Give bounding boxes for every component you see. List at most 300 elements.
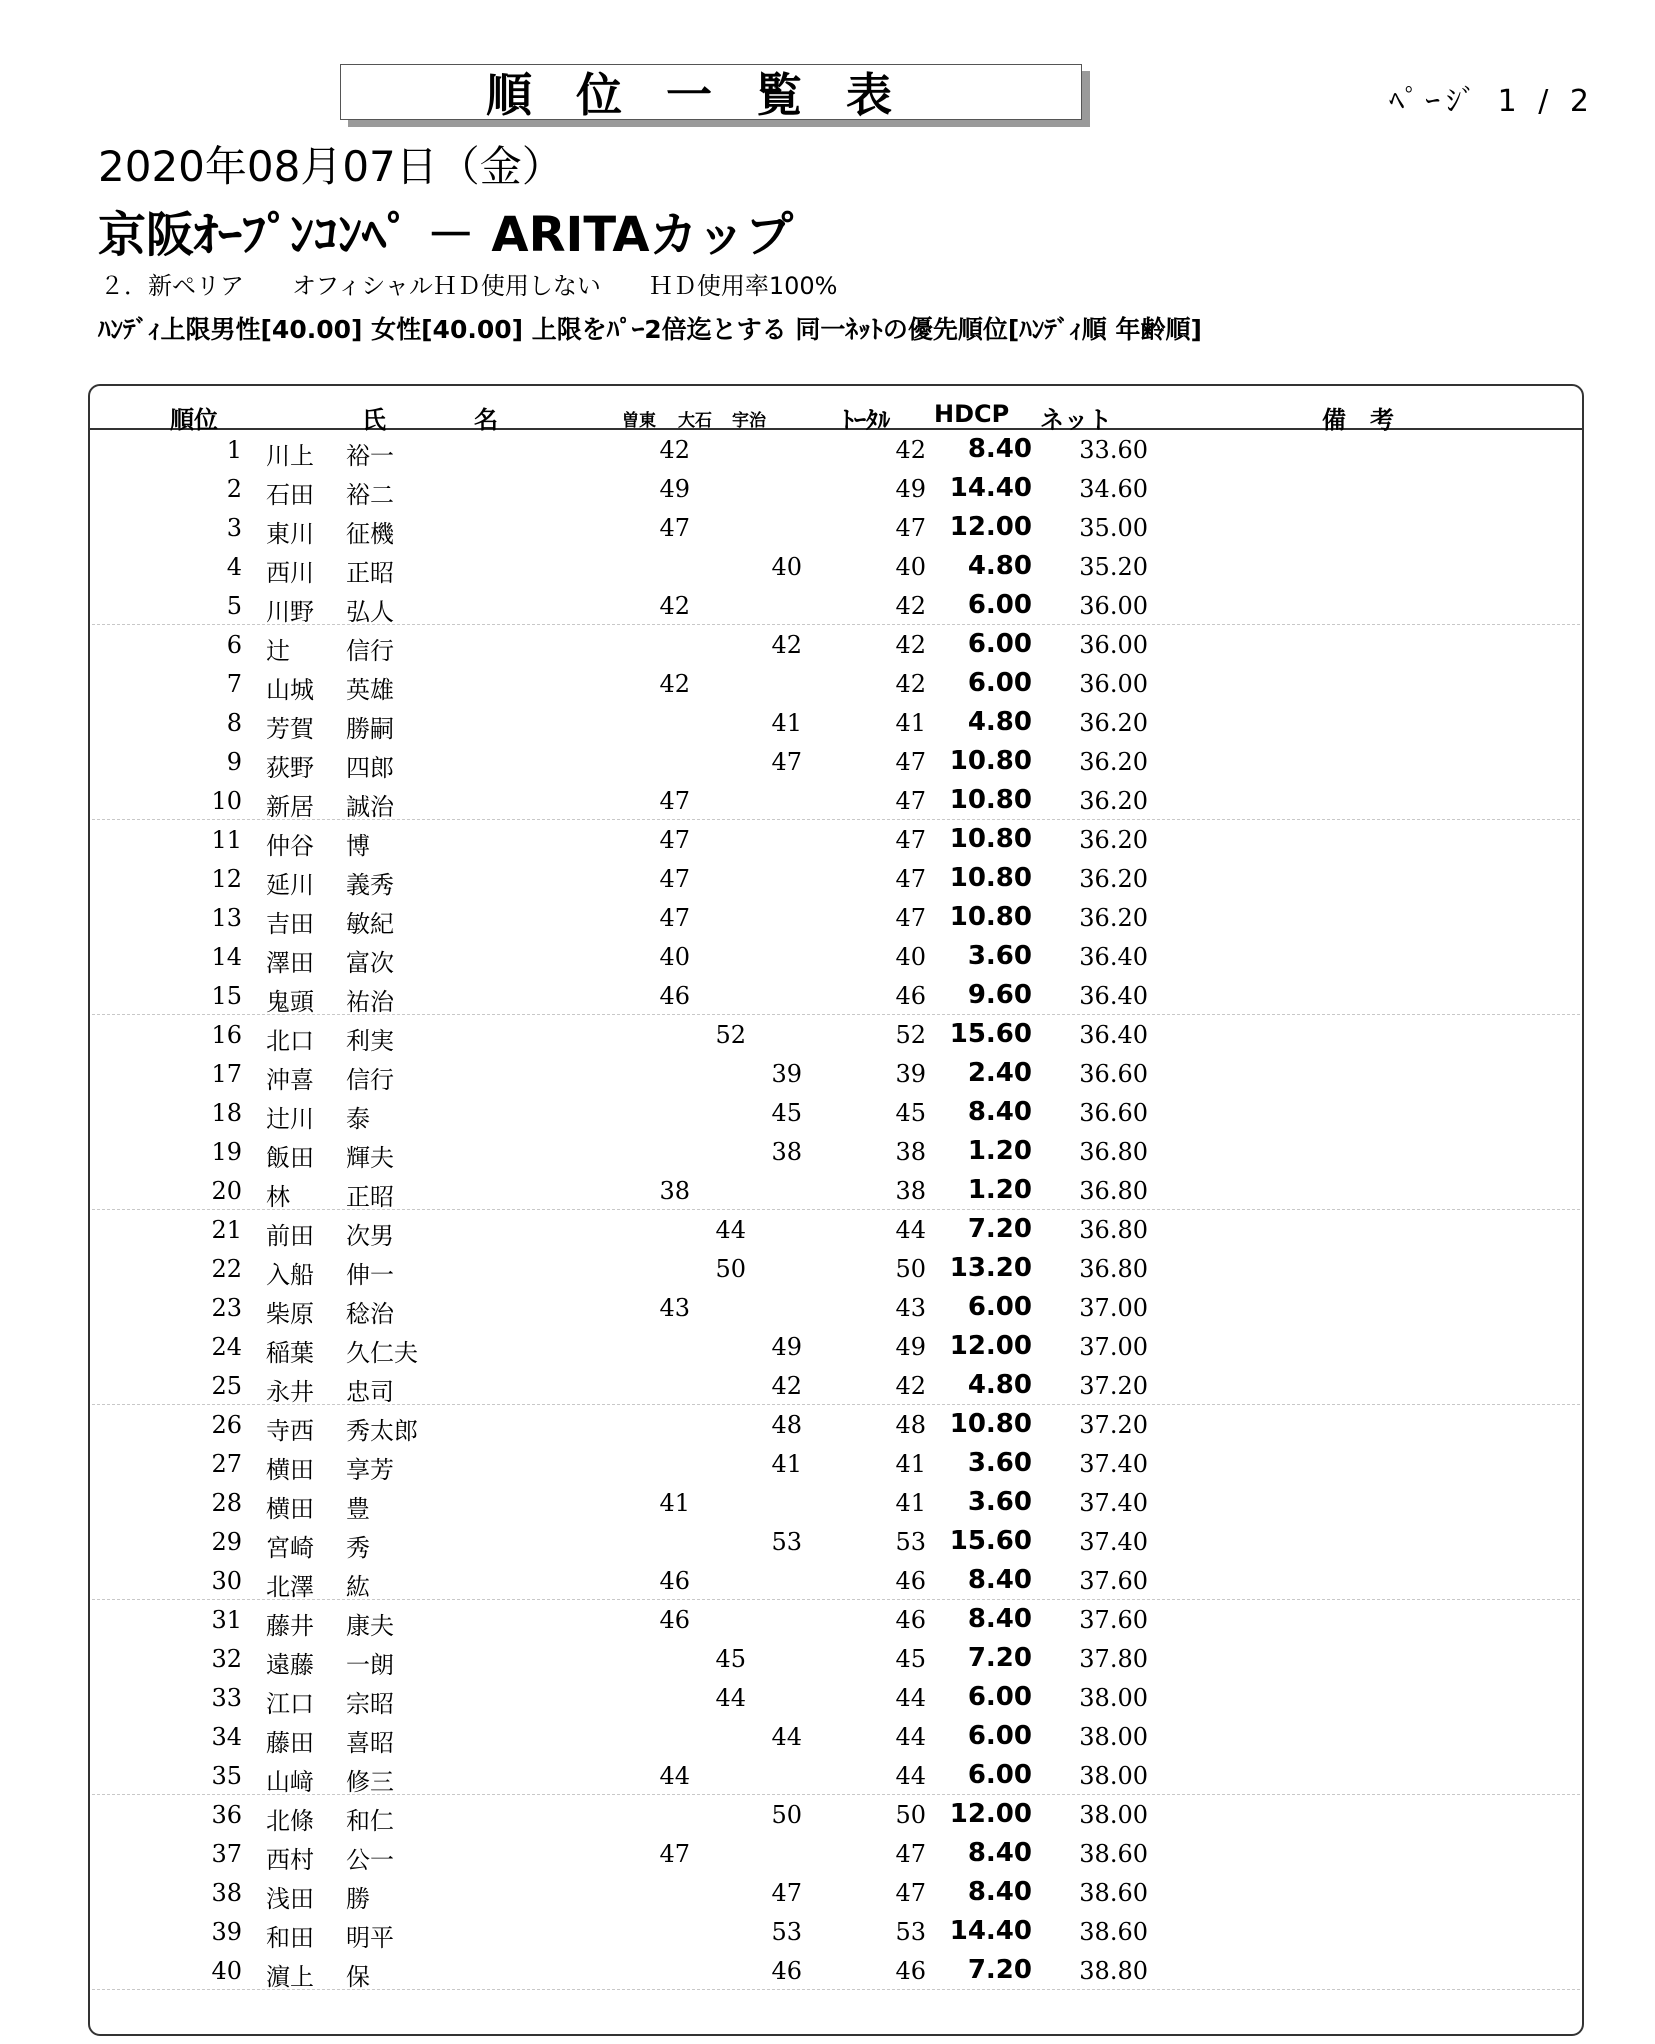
hdcp-cell: 2.40 xyxy=(967,1058,1032,1088)
surname-cell: 山﨑 xyxy=(266,1768,314,1796)
rank-cell: 14 xyxy=(211,943,242,971)
surname-cell: 濵上 xyxy=(266,1963,314,1991)
hdcp-cell: 6.00 xyxy=(967,1682,1032,1712)
course3-score-cell: 41 xyxy=(771,1450,802,1478)
rank-cell: 12 xyxy=(211,865,242,893)
col-name-a: 氏 xyxy=(362,406,386,434)
given-name-cell: 博 xyxy=(346,832,370,860)
given-name-cell: 康夫 xyxy=(346,1612,394,1640)
given-name-cell: 四郎 xyxy=(346,754,394,782)
total-cell: 45 xyxy=(895,1645,926,1673)
net-cell: 36.80 xyxy=(1079,1216,1148,1244)
table-row xyxy=(90,742,1582,781)
surname-cell: 浅田 xyxy=(266,1885,314,1913)
rank-cell: 15 xyxy=(211,982,242,1010)
rank-cell: 11 xyxy=(211,826,242,854)
total-cell: 49 xyxy=(895,475,926,503)
surname-cell: 江口 xyxy=(266,1690,314,1718)
given-name-cell: 泰 xyxy=(346,1105,370,1133)
course1-score-cell: 47 xyxy=(659,787,690,815)
course3-score-cell: 40 xyxy=(771,553,802,581)
net-cell: 36.00 xyxy=(1079,631,1148,659)
rank-cell: 4 xyxy=(226,553,242,581)
course1-score-cell: 46 xyxy=(659,1606,690,1634)
given-name-cell: 利実 xyxy=(346,1027,394,1055)
course2-score-cell: 44 xyxy=(715,1216,746,1244)
course2-score-cell: 50 xyxy=(715,1255,746,1283)
net-cell: 38.60 xyxy=(1079,1879,1148,1907)
table-row xyxy=(90,430,1582,469)
hdcp-cell: 10.80 xyxy=(949,902,1032,932)
hdcp-cell: 14.40 xyxy=(949,473,1032,503)
course3-score-cell: 47 xyxy=(771,1879,802,1907)
event-name: 京阪ｵｰﾌﾟﾝｺﾝﾍﾟ － ARITAカップ xyxy=(98,207,794,263)
net-cell: 34.60 xyxy=(1079,475,1148,503)
course1-score-cell: 43 xyxy=(659,1294,690,1322)
net-cell: 37.20 xyxy=(1079,1372,1148,1400)
surname-cell: 永井 xyxy=(266,1378,314,1406)
table-row xyxy=(90,625,1582,664)
course1-score-cell: 42 xyxy=(659,436,690,464)
hdcp-cell: 7.20 xyxy=(967,1643,1032,1673)
group-divider xyxy=(92,1989,1580,1990)
course2-score-cell: 52 xyxy=(715,1021,746,1049)
rank-cell: 31 xyxy=(211,1606,242,1634)
course1-score-cell: 44 xyxy=(659,1762,690,1790)
hdcp-cell: 9.60 xyxy=(967,980,1032,1010)
total-cell: 47 xyxy=(895,748,926,776)
surname-cell: 西村 xyxy=(266,1846,314,1874)
surname-cell: 辻 xyxy=(266,637,290,665)
total-cell: 47 xyxy=(895,1840,926,1868)
total-cell: 44 xyxy=(895,1684,926,1712)
table-row xyxy=(90,547,1582,586)
hdcp-cell: 4.80 xyxy=(967,1370,1032,1400)
course3-score-cell: 38 xyxy=(771,1138,802,1166)
surname-cell: 藤井 xyxy=(266,1612,314,1640)
given-name-cell: 保 xyxy=(346,1963,370,1991)
net-cell: 37.60 xyxy=(1079,1606,1148,1634)
table-row xyxy=(90,703,1582,742)
rank-cell: 37 xyxy=(211,1840,242,1868)
net-cell: 36.20 xyxy=(1079,826,1148,854)
rank-cell: 5 xyxy=(226,592,242,620)
net-cell: 37.40 xyxy=(1079,1489,1148,1517)
hdcp-cell: 6.00 xyxy=(967,1721,1032,1751)
table-row xyxy=(90,1756,1582,1795)
net-cell: 37.00 xyxy=(1079,1294,1148,1322)
given-name-cell: 紘 xyxy=(346,1573,370,1601)
given-name-cell: 裕二 xyxy=(346,481,394,509)
net-cell: 38.00 xyxy=(1079,1801,1148,1829)
net-cell: 36.00 xyxy=(1079,670,1148,698)
rank-cell: 18 xyxy=(211,1099,242,1127)
total-cell: 52 xyxy=(895,1021,926,1049)
total-cell: 46 xyxy=(895,1606,926,1634)
table-row xyxy=(90,1054,1582,1093)
given-name-cell: 一朗 xyxy=(346,1651,394,1679)
given-name-cell: 誠治 xyxy=(346,793,394,821)
given-name-cell: 公一 xyxy=(346,1846,394,1874)
total-cell: 41 xyxy=(895,709,926,737)
net-cell: 36.20 xyxy=(1079,748,1148,776)
net-cell: 33.60 xyxy=(1079,436,1148,464)
net-cell: 36.80 xyxy=(1079,1255,1148,1283)
rank-cell: 25 xyxy=(211,1372,242,1400)
total-cell: 53 xyxy=(895,1918,926,1946)
table-row xyxy=(90,1093,1582,1132)
col-rank: 順位 xyxy=(170,406,218,434)
net-cell: 38.80 xyxy=(1079,1957,1148,1985)
course3-score-cell: 46 xyxy=(771,1957,802,1985)
col-remarks-b: 考 xyxy=(1370,406,1394,434)
hdcp-cell: 8.40 xyxy=(967,1097,1032,1127)
course1-score-cell: 46 xyxy=(659,1567,690,1595)
total-cell: 47 xyxy=(895,514,926,542)
course3-score-cell: 44 xyxy=(771,1723,802,1751)
course1-score-cell: 46 xyxy=(659,982,690,1010)
total-cell: 48 xyxy=(895,1411,926,1439)
col-total: ﾄｰﾀﾙ xyxy=(842,406,890,434)
course1-score-cell: 47 xyxy=(659,826,690,854)
col-remarks-a: 備 xyxy=(1322,406,1346,434)
net-cell: 38.60 xyxy=(1079,1840,1148,1868)
col-hdcp: HDCP xyxy=(934,400,1010,428)
rank-cell: 33 xyxy=(211,1684,242,1712)
hdcp-cell: 12.00 xyxy=(949,1799,1032,1829)
hdcp-cell: 14.40 xyxy=(949,1916,1032,1946)
net-cell: 38.00 xyxy=(1079,1762,1148,1790)
rank-cell: 35 xyxy=(211,1762,242,1790)
table-row xyxy=(90,1561,1582,1600)
col-course2: 大石 xyxy=(678,411,712,431)
surname-cell: 北澤 xyxy=(266,1573,314,1601)
surname-cell: 飯田 xyxy=(266,1144,314,1172)
col-name-b: 名 xyxy=(474,406,498,434)
hdcp-cell: 3.60 xyxy=(967,1487,1032,1517)
hdcp-cell: 8.40 xyxy=(967,434,1032,464)
net-cell: 36.20 xyxy=(1079,787,1148,815)
course3-score-cell: 48 xyxy=(771,1411,802,1439)
net-cell: 37.00 xyxy=(1079,1333,1148,1361)
given-name-cell: 豊 xyxy=(346,1495,370,1523)
total-cell: 40 xyxy=(895,943,926,971)
hdcp-cell: 6.00 xyxy=(967,668,1032,698)
surname-cell: 和田 xyxy=(266,1924,314,1952)
course1-score-cell: 38 xyxy=(659,1177,690,1205)
total-cell: 42 xyxy=(895,1372,926,1400)
net-cell: 37.40 xyxy=(1079,1450,1148,1478)
total-cell: 40 xyxy=(895,553,926,581)
total-cell: 46 xyxy=(895,1567,926,1595)
hdcp-cell: 10.80 xyxy=(949,863,1032,893)
surname-cell: 芳賀 xyxy=(266,715,314,743)
surname-cell: 北條 xyxy=(266,1807,314,1835)
table-row xyxy=(90,1444,1582,1483)
net-cell: 37.40 xyxy=(1079,1528,1148,1556)
net-cell: 36.20 xyxy=(1079,865,1148,893)
total-cell: 50 xyxy=(895,1801,926,1829)
total-cell: 44 xyxy=(895,1216,926,1244)
surname-cell: 横田 xyxy=(266,1495,314,1523)
col-course3: 宇治 xyxy=(732,411,766,431)
rank-cell: 3 xyxy=(226,514,242,542)
total-cell: 47 xyxy=(895,787,926,815)
hdcp-cell: 6.00 xyxy=(967,590,1032,620)
course1-score-cell: 42 xyxy=(659,592,690,620)
given-name-cell: 明平 xyxy=(346,1924,394,1952)
hdcp-cell: 7.20 xyxy=(967,1214,1032,1244)
total-cell: 44 xyxy=(895,1723,926,1751)
scoring-method: ２．新ペリア オフィシャルＨＤ使用しない ＨＤ使用率100% xyxy=(100,272,838,300)
surname-cell: 西川 xyxy=(266,559,314,587)
table-row xyxy=(90,1834,1582,1873)
surname-cell: 横田 xyxy=(266,1456,314,1484)
rank-cell: 10 xyxy=(211,787,242,815)
handicap-rules: ﾊﾝﾃﾞｨ上限男性[40.00] 女性[40.00] 上限をﾊﾟｰ2倍迄とする 同一ﾈｯﾄの優先順位[ﾊﾝﾃﾞｨ順 年齢順] xyxy=(98,315,1202,344)
total-cell: 47 xyxy=(895,826,926,854)
table-row xyxy=(90,1951,1582,1990)
rank-cell: 17 xyxy=(211,1060,242,1088)
total-cell: 43 xyxy=(895,1294,926,1322)
surname-cell: 遠藤 xyxy=(266,1651,314,1679)
given-name-cell: 勝 xyxy=(346,1885,370,1913)
table-row xyxy=(90,1483,1582,1522)
rank-cell: 40 xyxy=(211,1957,242,1985)
total-cell: 41 xyxy=(895,1489,926,1517)
net-cell: 36.60 xyxy=(1079,1060,1148,1088)
course2-score-cell: 45 xyxy=(715,1645,746,1673)
surname-cell: 東川 xyxy=(266,520,314,548)
net-cell: 37.80 xyxy=(1079,1645,1148,1673)
net-cell: 36.40 xyxy=(1079,943,1148,971)
hdcp-cell: 8.40 xyxy=(967,1565,1032,1595)
net-cell: 36.00 xyxy=(1079,592,1148,620)
table-row xyxy=(90,1249,1582,1288)
rank-cell: 6 xyxy=(226,631,242,659)
rank-cell: 8 xyxy=(226,709,242,737)
course1-score-cell: 42 xyxy=(659,670,690,698)
table-row xyxy=(90,781,1582,820)
rank-cell: 23 xyxy=(211,1294,242,1322)
table-row xyxy=(90,1600,1582,1639)
surname-cell: 荻野 xyxy=(266,754,314,782)
surname-cell: 柴原 xyxy=(266,1300,314,1328)
total-cell: 47 xyxy=(895,1879,926,1907)
rank-cell: 19 xyxy=(211,1138,242,1166)
rank-cell: 39 xyxy=(211,1918,242,1946)
given-name-cell: 忠司 xyxy=(346,1378,394,1406)
surname-cell: 仲谷 xyxy=(266,832,314,860)
rank-cell: 38 xyxy=(211,1879,242,1907)
course2-score-cell: 44 xyxy=(715,1684,746,1712)
course3-score-cell: 39 xyxy=(771,1060,802,1088)
surname-cell: 沖喜 xyxy=(266,1066,314,1094)
course3-score-cell: 50 xyxy=(771,1801,802,1829)
table-row xyxy=(90,1912,1582,1951)
course1-score-cell: 41 xyxy=(659,1489,690,1517)
total-cell: 49 xyxy=(895,1333,926,1361)
course1-score-cell: 49 xyxy=(659,475,690,503)
surname-cell: 宮崎 xyxy=(266,1534,314,1562)
given-name-cell: 義秀 xyxy=(346,871,394,899)
hdcp-cell: 15.60 xyxy=(949,1019,1032,1049)
surname-cell: 延川 xyxy=(266,871,314,899)
total-cell: 42 xyxy=(895,592,926,620)
rank-cell: 36 xyxy=(211,1801,242,1829)
given-name-cell: 久仁夫 xyxy=(346,1339,418,1367)
total-cell: 42 xyxy=(895,436,926,464)
net-cell: 36.80 xyxy=(1079,1138,1148,1166)
net-cell: 36.20 xyxy=(1079,709,1148,737)
table-row xyxy=(90,1327,1582,1366)
rank-cell: 24 xyxy=(211,1333,242,1361)
given-name-cell: 修三 xyxy=(346,1768,394,1796)
surname-cell: 澤田 xyxy=(266,949,314,977)
table-row xyxy=(90,1210,1582,1249)
total-cell: 44 xyxy=(895,1762,926,1790)
given-name-cell: 正昭 xyxy=(346,559,394,587)
table-row xyxy=(90,1678,1582,1717)
given-name-cell: 正昭 xyxy=(346,1183,394,1211)
table-row xyxy=(90,664,1582,703)
total-cell: 45 xyxy=(895,1099,926,1127)
col-net: ネット xyxy=(1040,406,1112,434)
surname-cell: 稲葉 xyxy=(266,1339,314,1367)
given-name-cell: 稔治 xyxy=(346,1300,394,1328)
surname-cell: 川野 xyxy=(266,598,314,626)
table-row xyxy=(90,586,1582,625)
surname-cell: 林 xyxy=(266,1183,290,1211)
surname-cell: 吉田 xyxy=(266,910,314,938)
table-row xyxy=(90,1132,1582,1171)
hdcp-cell: 15.60 xyxy=(949,1526,1032,1556)
net-cell: 36.60 xyxy=(1079,1099,1148,1127)
given-name-cell: 秀 xyxy=(346,1534,370,1562)
net-cell: 37.20 xyxy=(1079,1411,1148,1439)
page-title: 順位一覧表 xyxy=(340,64,1082,120)
rank-cell: 27 xyxy=(211,1450,242,1478)
hdcp-cell: 10.80 xyxy=(949,1409,1032,1439)
total-cell: 46 xyxy=(895,1957,926,1985)
hdcp-cell: 12.00 xyxy=(949,1331,1032,1361)
given-name-cell: 喜昭 xyxy=(346,1729,394,1757)
table-row xyxy=(90,1522,1582,1561)
given-name-cell: 裕一 xyxy=(346,442,394,470)
results-table xyxy=(88,384,1584,2036)
hdcp-cell: 12.00 xyxy=(949,512,1032,542)
total-cell: 39 xyxy=(895,1060,926,1088)
table-row xyxy=(90,820,1582,859)
net-cell: 38.00 xyxy=(1079,1684,1148,1712)
surname-cell: 藤田 xyxy=(266,1729,314,1757)
table-header xyxy=(90,386,1582,434)
rank-cell: 20 xyxy=(211,1177,242,1205)
total-cell: 42 xyxy=(895,670,926,698)
given-name-cell: 敏紀 xyxy=(346,910,394,938)
table-row xyxy=(90,1015,1582,1054)
surname-cell: 前田 xyxy=(266,1222,314,1250)
table-row xyxy=(90,859,1582,898)
table-row xyxy=(90,1795,1582,1834)
page-number: ﾍﾟｰｼﾞ 1 / 2 xyxy=(1389,84,1595,119)
course3-score-cell: 42 xyxy=(771,1372,802,1400)
course1-score-cell: 47 xyxy=(659,514,690,542)
given-name-cell: 祐治 xyxy=(346,988,394,1016)
rank-cell: 22 xyxy=(211,1255,242,1283)
hdcp-cell: 3.60 xyxy=(967,941,1032,971)
rank-cell: 16 xyxy=(211,1021,242,1049)
net-cell: 36.80 xyxy=(1079,1177,1148,1205)
total-cell: 53 xyxy=(895,1528,926,1556)
hdcp-cell: 8.40 xyxy=(967,1877,1032,1907)
net-cell: 36.40 xyxy=(1079,1021,1148,1049)
hdcp-cell: 6.00 xyxy=(967,1760,1032,1790)
course1-score-cell: 47 xyxy=(659,1840,690,1868)
rank-cell: 9 xyxy=(226,748,242,776)
hdcp-cell: 3.60 xyxy=(967,1448,1032,1478)
table-row xyxy=(90,898,1582,937)
surname-cell: 北口 xyxy=(266,1027,314,1055)
hdcp-cell: 1.20 xyxy=(967,1136,1032,1166)
surname-cell: 鬼頭 xyxy=(266,988,314,1016)
net-cell: 36.20 xyxy=(1079,904,1148,932)
course3-score-cell: 47 xyxy=(771,748,802,776)
table-row xyxy=(90,1366,1582,1405)
total-cell: 50 xyxy=(895,1255,926,1283)
given-name-cell: 勝嗣 xyxy=(346,715,394,743)
table-row xyxy=(90,937,1582,976)
total-cell: 38 xyxy=(895,1138,926,1166)
given-name-cell: 和仁 xyxy=(346,1807,394,1835)
net-cell: 35.00 xyxy=(1079,514,1148,542)
surname-cell: 入船 xyxy=(266,1261,314,1289)
given-name-cell: 信行 xyxy=(346,637,394,665)
total-cell: 47 xyxy=(895,904,926,932)
hdcp-cell: 7.20 xyxy=(967,1955,1032,1985)
table-row xyxy=(90,976,1582,1015)
given-name-cell: 享芳 xyxy=(346,1456,394,1484)
hdcp-cell: 10.80 xyxy=(949,785,1032,815)
table-row xyxy=(90,469,1582,508)
net-cell: 37.60 xyxy=(1079,1567,1148,1595)
table-row xyxy=(90,1639,1582,1678)
hdcp-cell: 1.20 xyxy=(967,1175,1032,1205)
rank-cell: 13 xyxy=(211,904,242,932)
rank-cell: 28 xyxy=(211,1489,242,1517)
given-name-cell: 宗昭 xyxy=(346,1690,394,1718)
rank-cell: 2 xyxy=(226,475,242,503)
table-row xyxy=(90,1288,1582,1327)
course1-score-cell: 40 xyxy=(659,943,690,971)
net-cell: 36.40 xyxy=(1079,982,1148,1010)
rank-cell: 32 xyxy=(211,1645,242,1673)
course3-score-cell: 42 xyxy=(771,631,802,659)
rank-cell: 34 xyxy=(211,1723,242,1751)
rank-cell: 29 xyxy=(211,1528,242,1556)
rank-cell: 21 xyxy=(211,1216,242,1244)
given-name-cell: 次男 xyxy=(346,1222,394,1250)
col-course1: 曽東 xyxy=(622,411,656,431)
hdcp-cell: 10.80 xyxy=(949,824,1032,854)
rank-cell: 30 xyxy=(211,1567,242,1595)
hdcp-cell: 4.80 xyxy=(967,551,1032,581)
given-name-cell: 信行 xyxy=(346,1066,394,1094)
hdcp-cell: 8.40 xyxy=(967,1604,1032,1634)
surname-cell: 新居 xyxy=(266,793,314,821)
given-name-cell: 征機 xyxy=(346,520,394,548)
table-row xyxy=(90,1717,1582,1756)
